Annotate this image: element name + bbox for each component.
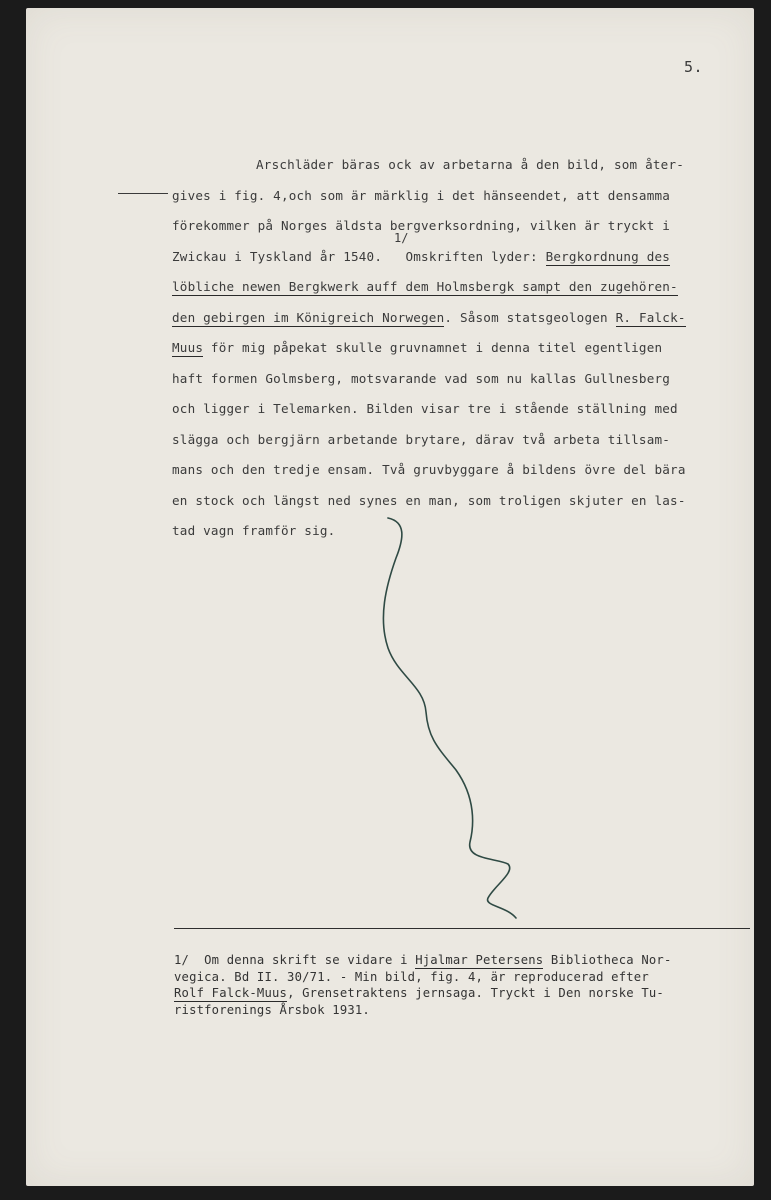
- footnote-line: vegica. Bd II. 30/71. - Min bild, fig. 4, är reproducerad efter: [174, 969, 649, 984]
- text-segment: för mig påpekat skulle gruvnamnet i denna titel egentligen: [203, 340, 663, 355]
- text-segment: . Såsom statsgeologen: [444, 309, 608, 325]
- text-line: och ligger i Telemarken. Bilden visar tre i stående ställning med: [172, 401, 678, 416]
- underlined-name: Hjalmar Petersens: [415, 953, 544, 967]
- underlined-name: Muus: [172, 340, 204, 355]
- text-line: tad vagn framför sig.: [172, 523, 336, 538]
- text-line: förekommer på Norges äldsta bergverksordning, vilken är tryckt i: [172, 218, 671, 233]
- text-line: Arschläder bäras ock av arbetarna å den bild, som åter-: [256, 157, 685, 172]
- page-number: 5.: [684, 58, 704, 76]
- handdrawn-wavy-line: [366, 508, 546, 928]
- text-line: gives i fig. 4,och som är märklig i det hänseendet, att densamma: [172, 187, 671, 203]
- text-line: en stock och längst ned synes en man, som troligen skjuter en las-: [172, 492, 686, 508]
- text-line: [172, 303, 732, 334]
- footnote-line: [174, 985, 764, 1002]
- text-line: slägga och bergjärn arbetande brytare, därav två arbeta tillsam-: [172, 431, 671, 447]
- text-line: mans och den tredje ensam. Två gruvbyggare å bildens övre del bära: [172, 462, 686, 477]
- footnote: [174, 952, 764, 1018]
- text-segment: 1/ Om denna skrift se vidare i: [174, 953, 416, 967]
- underlined-name: Rolf Falck-Muus: [174, 986, 288, 1000]
- underlined-title: Bergkordnung des: [545, 248, 671, 264]
- text-segment: Bibliotheca Nor-: [543, 953, 672, 967]
- underlined-name: R. Falck-: [615, 309, 686, 325]
- text-segment: Omskriften lyder:: [405, 248, 538, 264]
- text-line: [172, 333, 732, 364]
- body-paragraph: [172, 150, 732, 547]
- text-line: haft formen Golmsberg, motsvarande vad som nu kallas Gullnesberg: [172, 370, 671, 386]
- document-page: [26, 8, 754, 1186]
- footnote-line: [174, 952, 764, 969]
- text-segment: Zwickau i Tyskland år 1540.: [172, 248, 383, 264]
- underlined-title: löbliche newen Bergkwerk auff dem Holmsbergk sampt den zugehören-: [172, 279, 678, 294]
- footnote-separator: [174, 928, 750, 929]
- text-segment: , Grensetraktens jernsaga. Tryckt i Den norske Tu-: [287, 986, 664, 1000]
- underlined-title: den gebirgen im Königreich Norwegen: [172, 309, 445, 325]
- text-line: [172, 272, 732, 303]
- footnote-line: ristforenings Årsbok 1931.: [174, 1002, 370, 1017]
- footnote-reference: 1/: [394, 231, 409, 245]
- text-line: [172, 242, 732, 273]
- margin-mark: [118, 193, 168, 194]
